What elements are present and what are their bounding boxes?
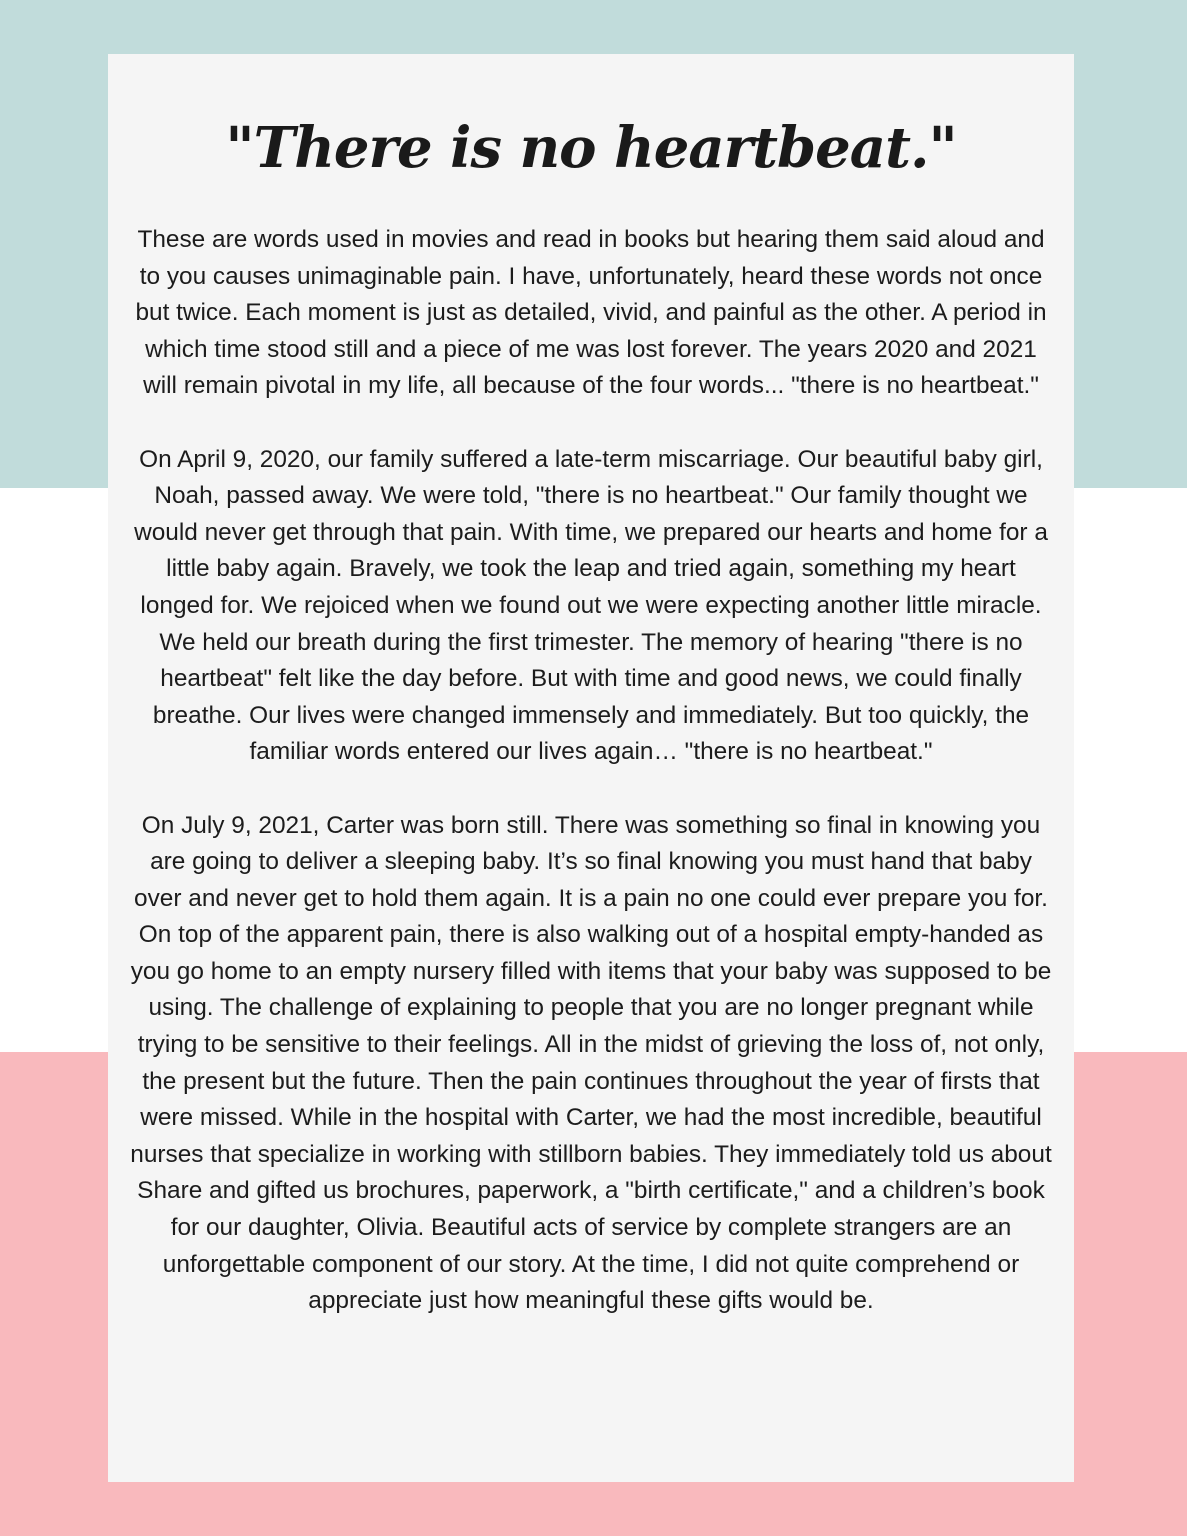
story-body bbox=[130, 222, 1052, 1320]
paragraph-carter: On July 9, 2021, Carter was born still. There was something so final in knowing you are going to deliver a sleeping baby. It’s so final knowing you must hand that baby over and never get to hold them again. It is a pain no one could ever prepare you for. On top of the apparent pain, there is also walking out of a hospital empty-handed as you go home to an empty nursery filled with items that your baby was supposed to be using. The challenge of explaining to people that you are no longer pregnant while trying to be sensitive to their feelings. All in the midst of grieving the loss of, not only, the present but the future. Then the pain continues throughout the year of firsts that were missed. While in the hospital with Carter, we had the most incredible, beautiful nurses that specialize in working with stillborn babies. They immediately told us about Share and gifted us brochures, paperwork, a "birth certificate," and a children’s book for our daughter, Olivia. Beautiful acts of service by complete strangers are an unforgettable component of our story. At the time, I did not quite comprehend or appreciate just how meaningful these gifts would be. bbox=[130, 811, 1052, 1315]
content-card bbox=[108, 54, 1074, 1482]
paragraph-noah: On April 9, 2020, our family suffered a late-term miscarriage. Our beautiful baby girl, Noah, passed away. We were told, "there is no heartbeat." Our family thought we would never get through that pain. With time, we prepared our hearts and home for a little baby again. Bravely, we took the leap and tried again, something my heart longed for. We rejoiced when we found out we were expecting another little miracle. We held our breath during the first trimester. The memory of hearing "there is no heartbeat" felt like the day before. But with time and good news, we could finally breathe. Our lives were changed immensely and immediately. But too quickly, the familiar words entered our lives again… "there is no heartbeat." bbox=[134, 445, 1048, 766]
page-title: "There is no heartbeat." bbox=[225, 115, 957, 181]
paragraph-intro: These are words used in movies and read in books but hearing them said aloud and to you causes unimaginable pain. I have, unfortunately, heard these words not once but twice. Each moment is just as detailed, vivid, and painful as the other. A period in which time stood still and a piece of me was lost forever. The years 2020 and 2021 will remain pivotal in my life, all because of the four words... "there is no heartbeat." bbox=[135, 226, 1047, 400]
